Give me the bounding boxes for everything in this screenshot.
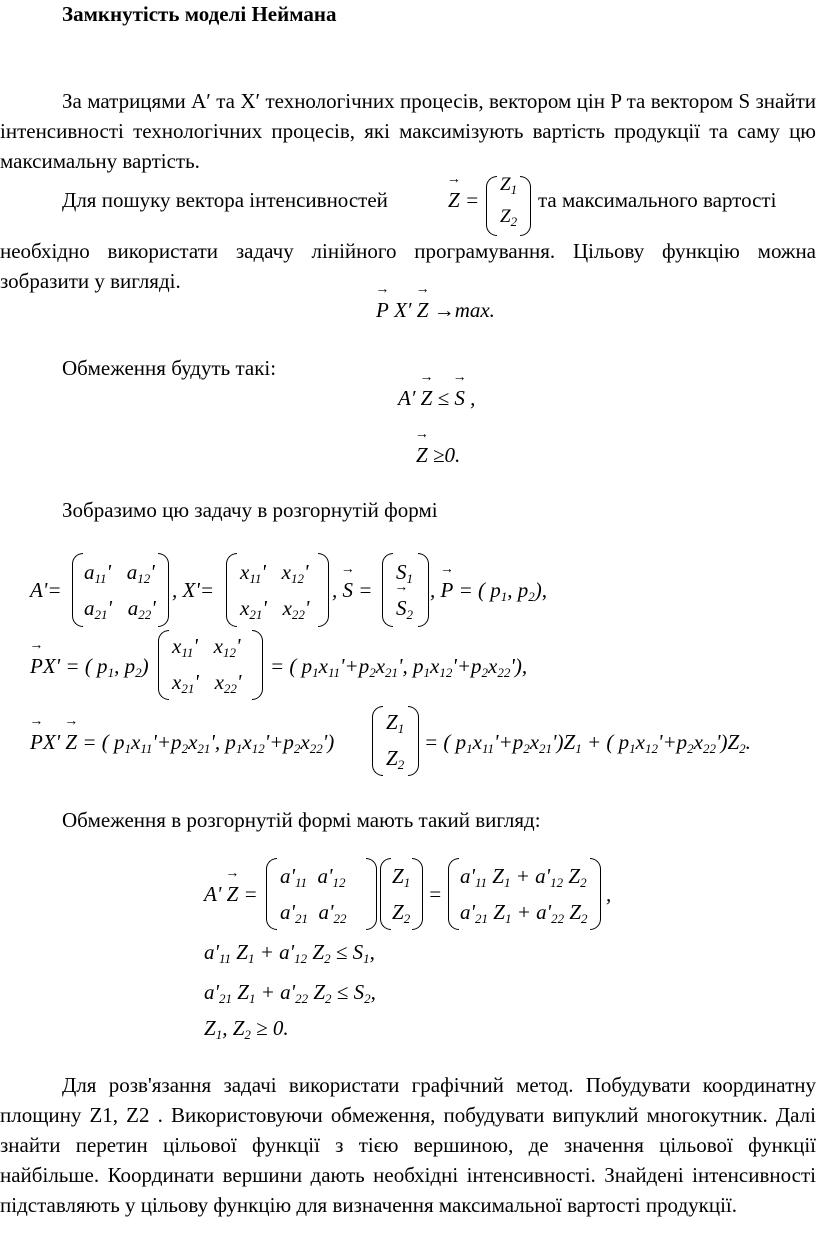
paragraph-search-mid: та максимального вартості bbox=[538, 188, 777, 212]
az-result-paren-right bbox=[590, 858, 601, 930]
az-vector-z1: $Z_1$ bbox=[392, 864, 411, 890]
objective-function: → P X′ → Z →max. bbox=[376, 298, 495, 323]
z1-entry: $Z_1$ bbox=[500, 174, 518, 197]
matrix-a-row2: $a_{21}'$ $a_{22}'$ bbox=[84, 596, 156, 622]
az-matrix-row2: $a'_{21}$ $a'_{22}$ bbox=[280, 900, 347, 926]
pxz-vector-paren-right bbox=[408, 706, 419, 776]
px-matrix-paren-left bbox=[158, 630, 169, 700]
pxz-product-label: → PX' → Z = ( $p_1x_{11}'+p_2x_{21}'$, $p_1x_{12}'+p_2x_{22}'$) bbox=[30, 730, 334, 757]
inequality-1: $a'_{11}$ $Z_1 + a'_{12}$ $Z_2 \le S_1$, bbox=[204, 940, 375, 966]
matrix-a-paren-left bbox=[72, 553, 83, 627]
px-product-result: = ( $p_1x_{11}'+p_2x_{21}'$, $p_1x_{12}'+p_2x_{22}'$), bbox=[270, 654, 528, 680]
pxz-product-result: = ( $p_1x_{11}'+p_2x_{21}')Z_1$ + ( $p_1x_{12}'+p_2x_{22}')Z_2$. bbox=[424, 730, 751, 756]
page-title: Замкнутість моделі Неймана bbox=[62, 2, 337, 26]
constraints-heading: Обмеження будуть такі: bbox=[62, 356, 277, 380]
az-vector-paren-left bbox=[380, 858, 391, 930]
matrix-x-row2: $x_{21}'$ $x_{22}'$ bbox=[240, 596, 310, 622]
az-vector-z2: $Z_2$ bbox=[392, 900, 411, 926]
z-paren-right bbox=[520, 176, 531, 236]
z2-entry: $Z_2$ bbox=[500, 206, 518, 229]
paragraph-graphical-method: Для розв'язання задачі використати графічний метод. Побудувати координатну площину Z1, Z2 . Використовуючи обмеження, побудувати випуклий многокутник. Далі знайти перетин цільової функції з тією вершиною, де значення цільової функції найбільше. Координати вершини дають необхідні інтенсивності. Знайдені інтенсивності підставляють у цільову функцію для визначення максимальної вартості продукції. bbox=[0, 1073, 816, 1217]
az-equals: = bbox=[428, 882, 443, 906]
vector-s-label: , → S = bbox=[332, 578, 372, 603]
pxz-vector-z1: $Z_1$ bbox=[386, 710, 405, 736]
az-result-row2: $a'_{21}$ $Z_1 + a'_{22}$ $Z_2$ bbox=[460, 900, 588, 926]
vector-s-paren-right bbox=[418, 553, 429, 627]
matrix-x-label: , X'= bbox=[172, 578, 214, 602]
az-comma: , bbox=[606, 882, 612, 906]
expanded-constraints-heading: Обмеження в розгорнутій формі мають такий вигляд: bbox=[62, 808, 541, 832]
az-vector-paren-right bbox=[412, 858, 423, 930]
vector-p-def: , → P = ( $p_1$, $p_2$), bbox=[430, 578, 547, 605]
constraint-2: → Z ≥0. bbox=[416, 443, 460, 468]
matrix-a-label: A'= bbox=[30, 578, 62, 602]
az-matrix-row1: $a'_{11}$ $a'_{12}$ bbox=[280, 864, 346, 890]
az-matrix-paren-right bbox=[366, 858, 377, 930]
pxz-vector-paren-left bbox=[372, 706, 383, 776]
z-vector-label: → Z = bbox=[448, 188, 479, 213]
az-product-label: A' → Z = bbox=[204, 882, 258, 907]
matrix-a-row1: $a_{11}'$ $a_{12}'$ bbox=[84, 560, 155, 586]
px-matrix-row2: $x_{21}'$ $x_{22}'$ bbox=[172, 670, 242, 696]
expanded-heading: Зобразимо цю задачу в розгорнутій формі bbox=[62, 498, 438, 522]
paragraph-task: За матрицями A′ та X′ технологічних процесів, вектором цін P та вектором S знайти інтенсивності технологічних процесів, які максимізують вартість продукції та саму цю максимальну вартість. bbox=[0, 89, 816, 173]
az-matrix-paren-left bbox=[266, 858, 277, 930]
paragraph-search-end: необхідно використати задачу лінійного програмування. Цільову функцію можна зобразити у вигляді. bbox=[0, 239, 816, 293]
vector-s-entry1: $S_1$ bbox=[396, 560, 413, 586]
pxz-vector-z2: $Z_2$ bbox=[386, 746, 405, 772]
vector-s-entry2: → $S_2$ bbox=[396, 596, 413, 623]
z-paren-left bbox=[486, 176, 497, 236]
matrix-x-paren-left bbox=[226, 553, 237, 627]
inequality-3: $Z_1$, $Z_2 \ge 0$. bbox=[204, 1016, 289, 1042]
px-product-label: → PX' = ( $p_1$, $p_2$) bbox=[30, 654, 149, 681]
matrix-x-paren-right bbox=[318, 553, 329, 627]
az-result-row1: $a'_{11}$ $Z_1 + a'_{12}$ $Z_2$ bbox=[460, 864, 587, 890]
matrix-a-paren-right bbox=[158, 553, 169, 627]
vector-s-paren-left bbox=[382, 553, 393, 627]
paragraph-search-start: Для пошуку вектора інтенсивностей bbox=[62, 188, 388, 212]
inequality-2: $a'_{21}$ $Z_1 + a'_{22}$ $Z_2 \le S_2$, bbox=[204, 980, 376, 1006]
az-result-paren-left bbox=[448, 858, 459, 930]
constraint-1: A′ → Z ≤ → S , bbox=[398, 386, 475, 411]
px-matrix-paren-right bbox=[252, 630, 263, 700]
matrix-x-row1: $x_{11}'$ $x_{12}'$ bbox=[240, 560, 309, 586]
px-matrix-row1: $x_{11}'$ $x_{12}'$ bbox=[172, 634, 241, 660]
